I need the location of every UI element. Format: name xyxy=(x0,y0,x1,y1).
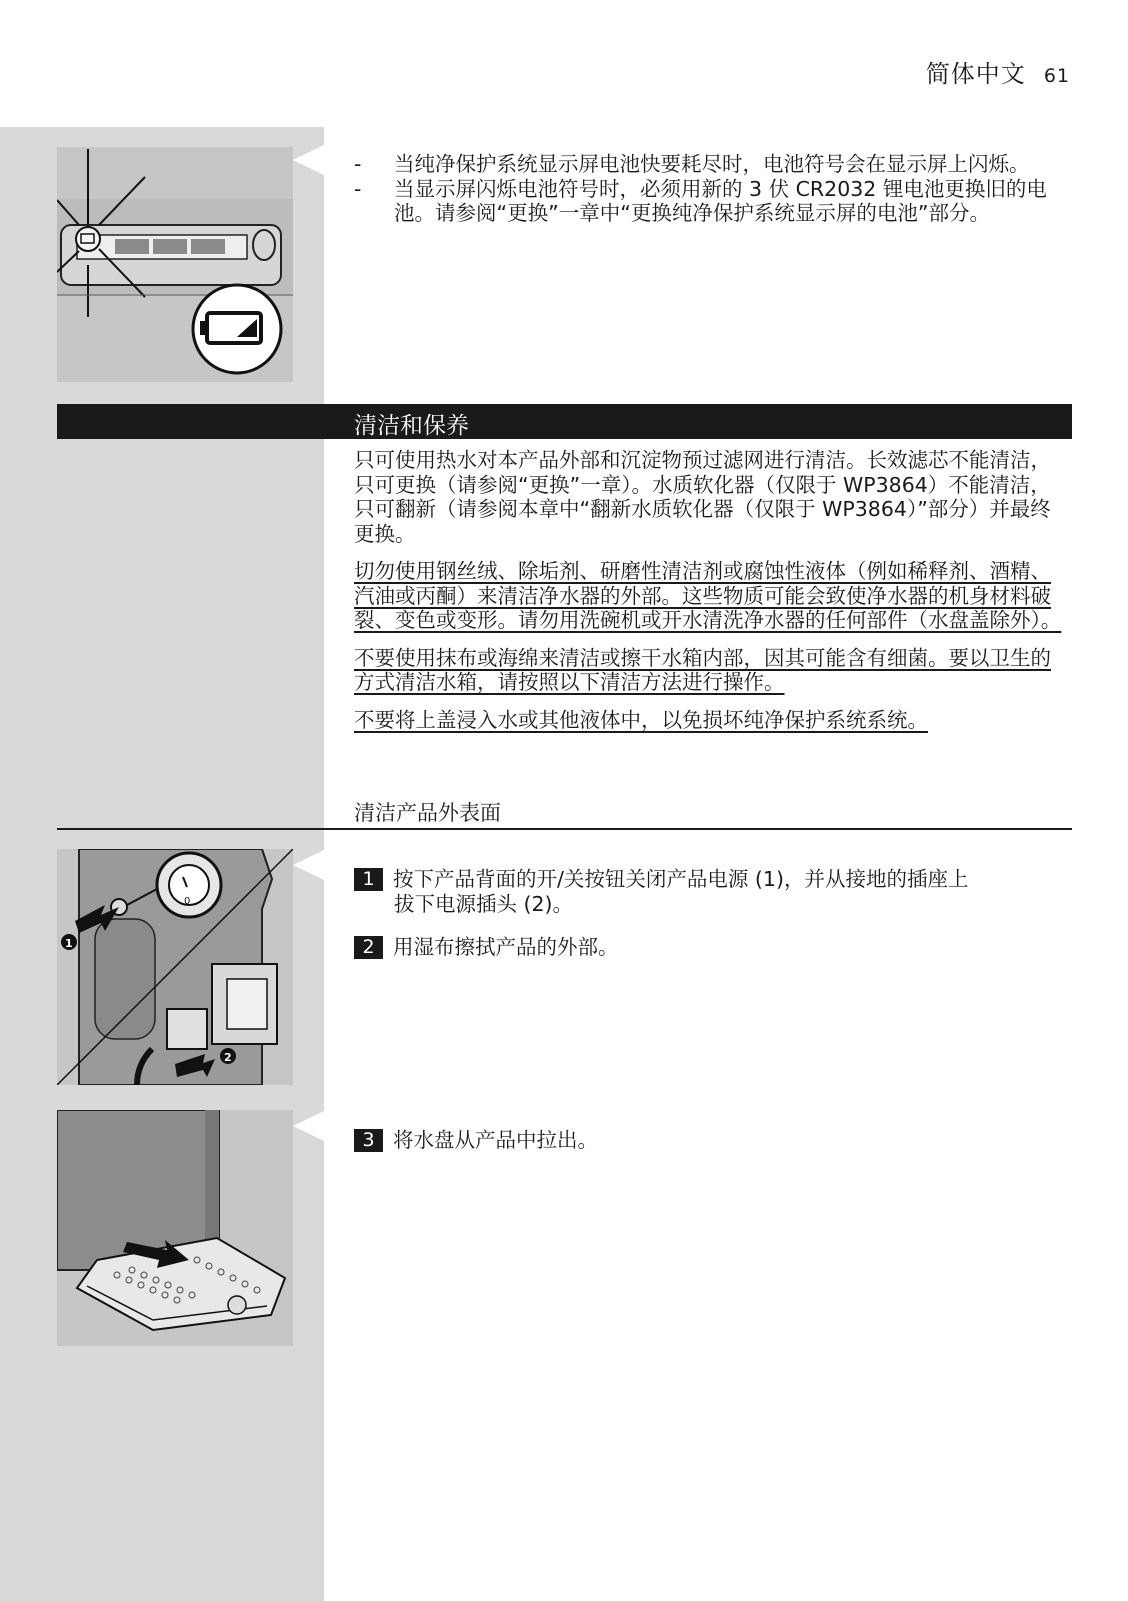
marker-label: 1 xyxy=(65,937,73,950)
step-item xyxy=(354,1128,1070,1153)
step-number: 2 xyxy=(354,936,383,959)
section-title: 清洁和保养 xyxy=(354,413,469,439)
step-text: 拔下电源插头 (2)。 xyxy=(394,892,574,916)
language-label: 简体中文 xyxy=(925,60,1026,88)
battery-display-illustration xyxy=(57,147,293,382)
page-number: 61 xyxy=(1043,65,1070,87)
step-number: 1 xyxy=(354,868,383,891)
divider xyxy=(57,828,1072,830)
step-number: 3 xyxy=(354,1129,383,1152)
battery-note: - 当显示屏闪烁电池符号时，必须用新的 3 伏 CR2032 锂电池更换旧的电池。请参阅“更换”一章中“更换纯净保护系统显示屏的电池”部分。 xyxy=(354,177,1070,226)
warning-paragraph: 不要使用抹布或海绵来清洁或擦干水箱内部，因其可能含有细菌。要以卫生的方式清洁水箱，请按照以下清洁方法进行操作。 xyxy=(354,645,1051,694)
section-heading-bar xyxy=(57,404,1072,439)
step-item xyxy=(354,867,1070,917)
illustration-pointer xyxy=(293,850,324,880)
warning-paragraph: 切勿使用钢丝绒、除垢剂、研磨性清洁剂或腐蚀性液体（例如稀释剂、酒精、汽油或丙酮）来清洁净水器的外部。这些物质可能会致使净水器的机身材料破裂、变色或变形。请勿用洗碗机或开水清洗净水器的任何部件（水盘盖除外）。 xyxy=(354,559,1062,632)
subsection-heading: 清洁产品外表面 xyxy=(354,801,501,825)
warning-paragraph: 不要将上盖浸入水或其他液体中，以免损坏纯净保护系统系统。 xyxy=(354,707,928,732)
illustration-pointer xyxy=(293,145,324,175)
step-text: 将水盘从产品中拉出。 xyxy=(393,1128,598,1152)
battery-note: - 当纯净保护系统显示屏电池快要耗尽时，电池符号会在显示屏上闪烁。 xyxy=(354,152,1070,177)
marker-label: 2 xyxy=(224,1051,232,1064)
unplug-illustration xyxy=(57,849,293,1085)
battery-notes-list xyxy=(354,152,1070,226)
step-text: 按下产品背面的开/关按钮关闭产品电源 (1)，并从接地的插座上 xyxy=(393,867,969,891)
illustration-pointer xyxy=(293,1111,324,1141)
cleaning-text-block xyxy=(354,448,1070,732)
drip-tray-illustration xyxy=(57,1110,293,1346)
intro-paragraph: 只可使用热水对本产品外部和沉淀物预过滤网进行清洁。长效滤芯不能清洁，只可更换（请参阅“更换”一章）。水质软化器（仅限于 WP3864）不能清洁，只可翻新（请参阅本章中“翻新水质软化器（仅限于 WP3864）”部分）并最终更换。 xyxy=(354,448,1051,546)
dial-label: 0 xyxy=(184,896,191,907)
page-header xyxy=(926,54,1070,89)
step-text: 用湿布擦拭产品的外部。 xyxy=(393,935,619,959)
step-item xyxy=(354,935,1070,960)
